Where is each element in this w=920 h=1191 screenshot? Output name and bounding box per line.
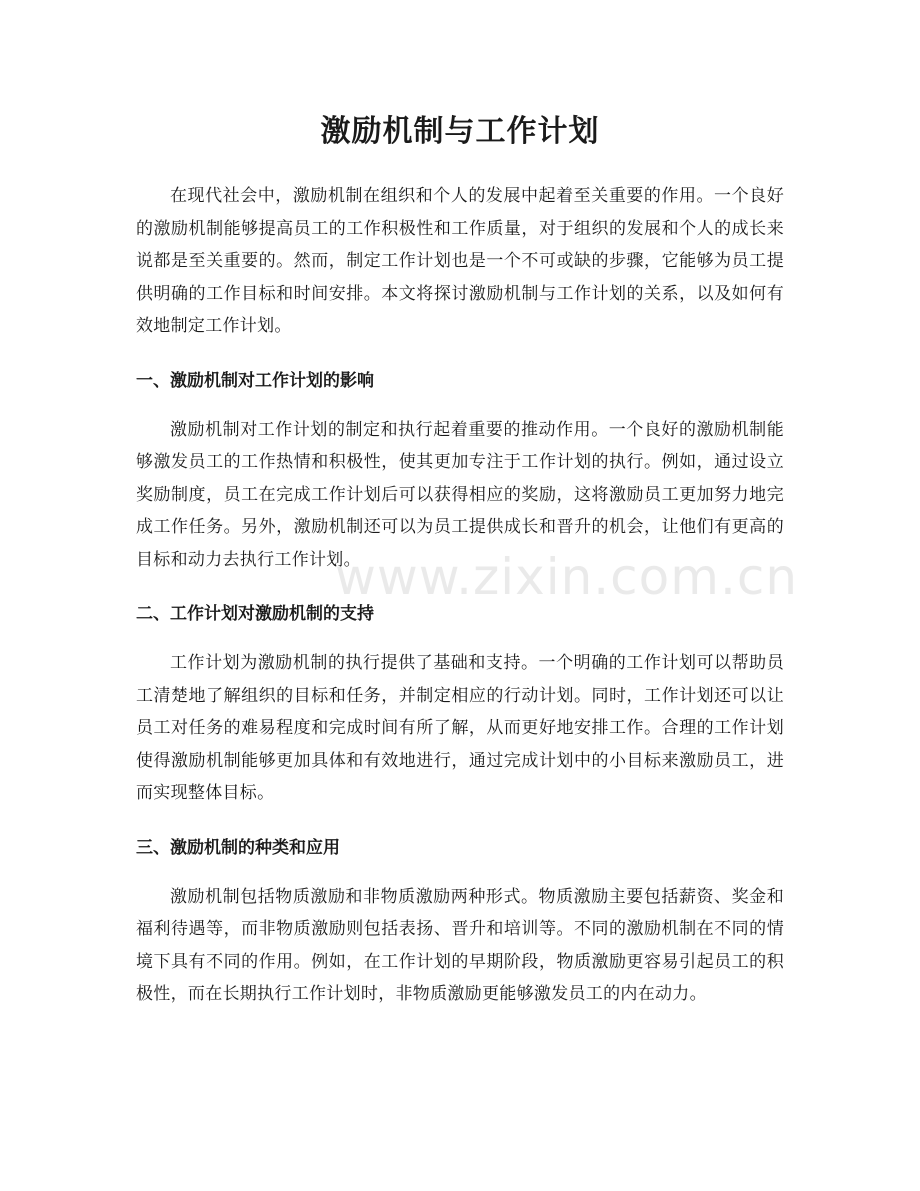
- document-body: [136, 180, 784, 1011]
- section-2-heading: 二、工作计划对激励机制的支持: [136, 604, 374, 624]
- section-2-paragraph: 工作计划为激励机制的执行提供了基础和支持。一个明确的工作计划可以帮助员工清楚地了解组织的目标和任务，并制定相应的行动计划。同时，工作计划还可以让员工对任务的难易程度和完成时间有所了解，从而更好地安排工作。合理的工作计划使得激励机制能够更加具体和有效地进行，通过完成计划中的小目标来激励员工，进而实现整体目标。: [136, 653, 784, 803]
- watermark: www.zixin.com.cn: [335, 548, 799, 606]
- section-1-paragraph: 激励机制对工作计划的制定和执行起着重要的推动作用。一个良好的激励机制能够激发员工的工作热情和积极性，使其更加专注于工作计划的执行。例如，通过设立奖励制度，员工在完成工作计划后可以获得相应的奖励，这将激励员工更加努力地完成工作任务。另外，激励机制还可以为员工提供成长和晋升的机会，让他们有更高的目标和动力去执行工作计划。: [136, 419, 784, 570]
- intro-paragraph: 在现代社会中，激励机制在组织和个人的发展中起着至关重要的作用。一个良好的激励机制能够提高员工的工作积极性和工作质量，对于组织的发展和个人的成长来说都是至关重要的。然而，制定工作计划也是一个不可或缺的步骤，它能够为员工提供明确的工作目标和时间安排。本文将探讨激励机制与工作计划的关系，以及如何有效地制定工作计划。: [136, 186, 784, 336]
- section-3-heading: 三、激励机制的种类和应用: [136, 837, 340, 858]
- section-3-paragraph: 激励机制包括物质激励和非物质激励两种形式。物质激励主要包括薪资、奖金和福利待遇等，而非物质激励则包括表扬、晋升和培训等。不同的激励机制在不同的情境下具有不同的作用。例如，在工作计划的早期阶段，物质激励更容易引起员工的积极性，而在长期执行工作计划时，非物质激励更能够激发员工的内在动力。: [136, 886, 784, 1004]
- document-title: 激励机制与工作计划: [320, 114, 600, 149]
- section-1-heading: 一、激励机制对工作计划的影响: [136, 370, 374, 391]
